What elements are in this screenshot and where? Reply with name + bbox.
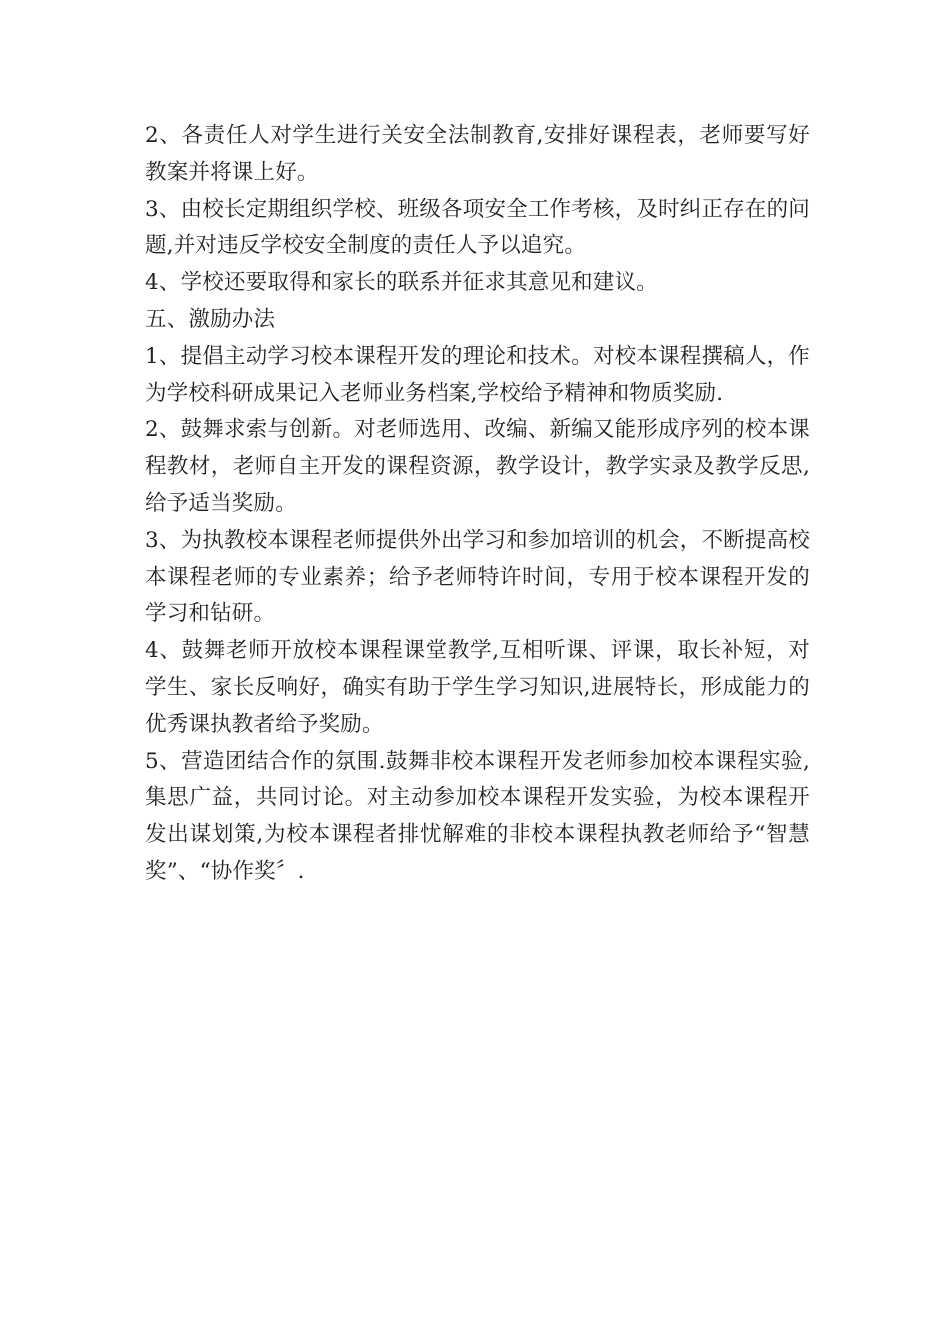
document-body <box>145 118 810 891</box>
section-heading-incentives: 五、激励办法 <box>145 306 276 332</box>
paragraph-incentive-training: 3、为执教校本课程老师提供外出学习和参加培训的机会，不断提高校本课程老师的专业素养；给予老师特许时间，专用于校本课程开发的学习和钻研。 <box>145 527 810 627</box>
paragraph-safety-education: 2、各责任人对学生进行关安全法制教育,安排好课程表，老师要写好教案并将课上好。 <box>145 123 810 185</box>
paragraph-incentive-innovation: 2、鼓舞求索与创新。对老师选用、改编、新编又能形成序列的校本课程教材，老师自主开发的课程资源，教学设计，教学实录及教学反思,给予适当奖励。 <box>145 417 810 516</box>
paragraph-incentive-research: 1、提倡主动学习校本课程开发的理论和技术。对校本课程撰稿人，作为学校科研成果记入老师业务档案,学校给予精神和物质奖励. <box>145 343 810 406</box>
paragraph-parent-contact: 4、学校还要取得和家长的联系并征求其意见和建议。 <box>145 270 658 296</box>
paragraph-incentive-open-class: 4、鼓舞老师开放校本课程课堂教学,互相听课、评课，取长补短，对学生、家长反响好，确实有助于学生学习知识,进展特长，形成能力的优秀课执教者给予奖励。 <box>145 638 810 737</box>
paragraph-incentive-teamwork: 5、营造团结合作的氛围.鼓舞非校本课程开发老师参加校本课程实验,集思广益，共同讨论。对主动参加校本课程开发实验，为校本课程开发出谋划策,为校本课程者排忧解难的非校本课程执教老师给予“智慧奖”、“协作奖〞. <box>145 748 810 884</box>
paragraph-safety-assessment: 3、由校长定期组织学校、班级各项安全工作考核，及时纠正存在的问题,并对违反学校安全制度的责任人予以追究。 <box>145 196 810 259</box>
